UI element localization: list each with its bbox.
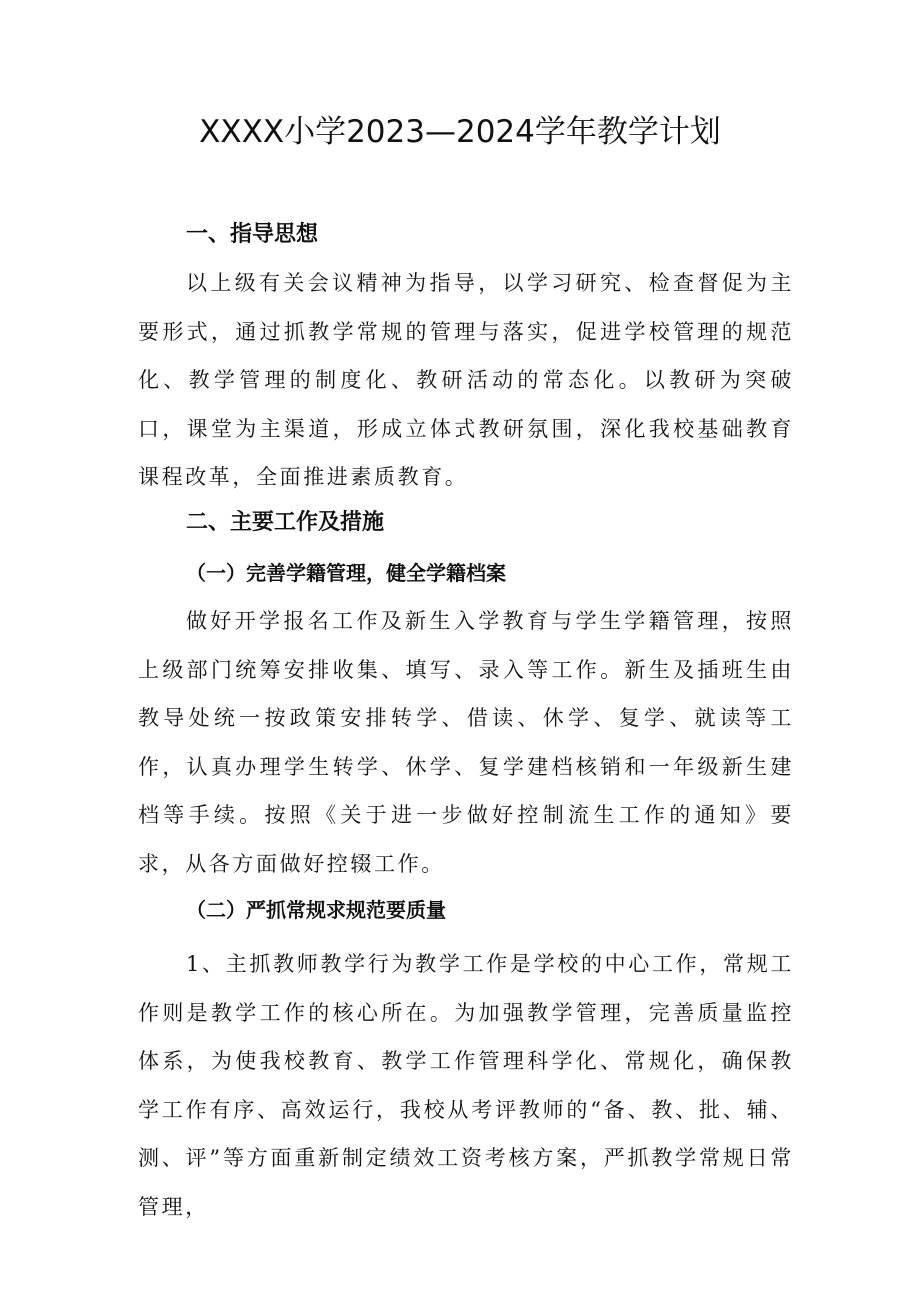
section-heading-main-work: 二、主要工作及措施 <box>186 510 385 535</box>
guiding-ideology-paragraph: 以上级有关会议精神为指导，以学习研究、检查督促为主要形式，通过抓教学常规的管理与落实，促进学校管理的规范化、教学管理的制度化、教研活动的常态化。以教研为突破口，课堂为主渠道，形成立体式教研氛围，深化我校基础教育课程改革，全面推进素质教育。 <box>138 271 794 489</box>
enrollment-paragraph: 做好开学报名工作及新生入学教育与学生学籍管理，按照上级部门统筹安排收集、填写、录入等工作。新生及插班生由教导处统一按政策安排转学、借读、休学、复学、就读等工作，认真办理学生转学、休学、复学建档核销和一年级新生建档等手续。按照《关于进一步做好控制流生工作的通知》要求，从各方面做好控辍工作。 <box>138 609 794 876</box>
section-heading-guiding-ideology: 一、指导思想 <box>186 222 319 247</box>
document-title: XXXX小学2023—2024学年教学计划 <box>199 114 721 150</box>
subsection-heading-routine: （二）严抓常规求规范要质量 <box>186 898 446 922</box>
subsection-heading-enrollment: （一）完善学籍管理，健全学籍档案 <box>186 561 506 585</box>
routine-paragraph: 1、主抓教师教学行为教学工作是学校的中心工作，常规工作则是教学工作的核心所在。为加强教学管理，完善质量监控体系，为使我校教育、教学工作管理科学化、常规化，确保教学工作有序、高效运行，我校从考评教师的“备、教、批、辅、测、评”等方面重新制定绩效工资考核方案，严抓教学常规日常管理， <box>138 952 794 1219</box>
